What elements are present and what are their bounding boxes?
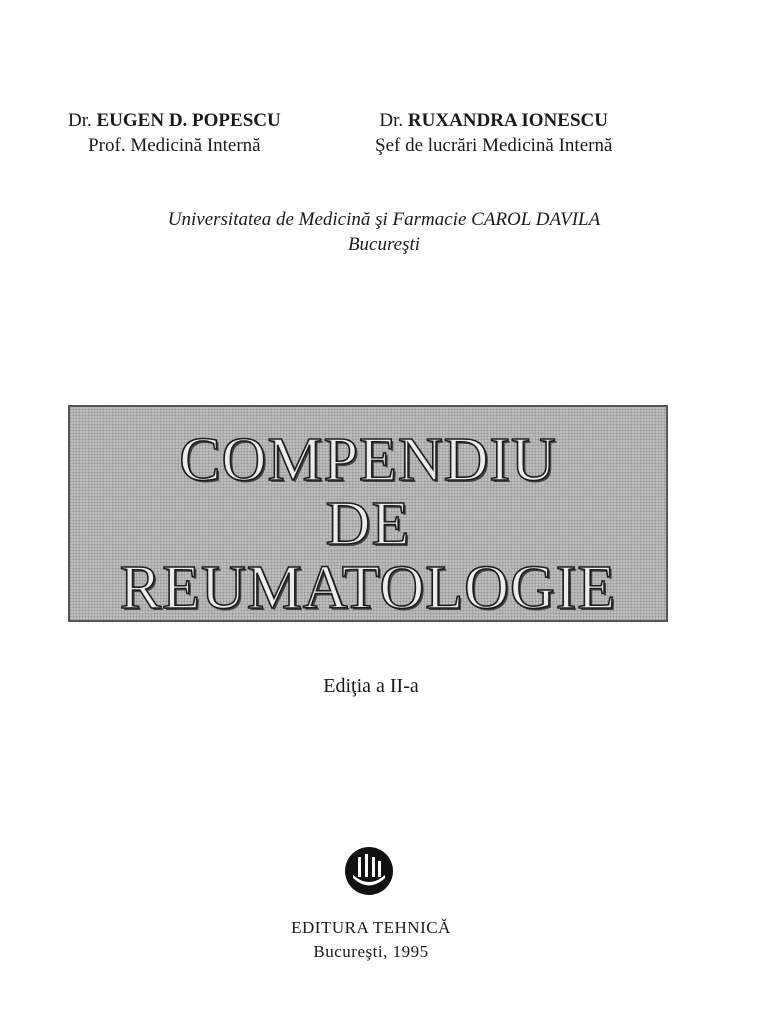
author-right [375,108,612,158]
author-left-role: Prof. Medicină Internă [88,135,261,156]
edition-label: Ediţia a II-a [323,675,419,697]
author-left-name: EUGEN D. POPESCU [96,110,281,131]
book-title-line-1: COMPENDIU [179,426,557,494]
publisher-place-year: Bucureşti, 1995 [313,942,429,961]
author-right-name: RUXANDRA IONESCU [407,110,608,131]
author-left-name-line [68,108,281,133]
university-name: Universitatea de Medicină şi Farmacie CAROL DAVILA [167,209,601,230]
university-block [0,207,768,257]
author-right-role: Şef de lucrări Medicină Internă [375,135,613,156]
book-title-box [68,405,668,622]
publisher-logo-icon [343,845,395,897]
author-left-prefix: Dr. [68,110,92,131]
book-title-line-3: REUMATOLOGIE [119,554,617,622]
author-left [68,108,281,158]
author-right-name-line [375,108,612,133]
publisher-name: EDITURA TEHNICĂ [291,918,451,937]
author-right-prefix: Dr. [379,110,404,131]
book-title-line-2: DE [325,490,411,558]
university-city: Bucureşti [347,234,421,255]
publisher-block [0,916,742,964]
